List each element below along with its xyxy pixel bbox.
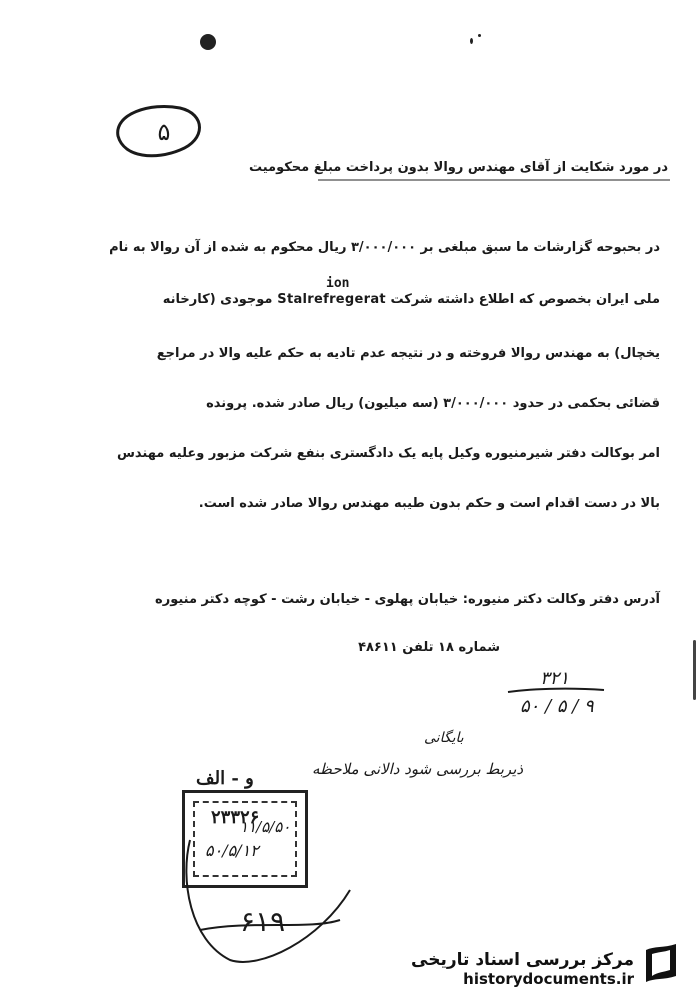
subject-line: در مورد شکایت از آقای مهندس روالا بدون پرداخت مبلغ محکومیت [248,160,668,175]
subject-underline [318,178,670,182]
archive-name: مرکز بررسی اسناد تاریخی [411,950,634,970]
stamp-side-date: ۱۱/۵/۵۰ [240,818,291,836]
handwritten-underline [506,686,606,694]
page-number: ۵ [157,118,171,146]
stamp-date: ۵۰/۵/۱۲ [205,841,259,860]
scan-speck [200,34,216,50]
body-line-5: امر بوکالت دفتر شیرمنیوره وکیل پایه یک دادگستری بنفع شرکت مزبور وعلیه مهندس [116,446,660,461]
handwritten-date: ۹ / ۵ / ۵۰ [520,696,594,717]
body-line-4: قضائی بحکمی در حدود ۳/۰۰۰/۰۰۰ (سه میلیون) ریال صادر شده. پرونده [206,396,660,411]
archive-url: historydocuments.ir [463,970,634,988]
scan-speck [478,34,481,37]
handwritten-note: ذیربط بررسی شود دالانی ملاحظه [312,760,524,778]
scan-speck [693,640,696,700]
body-line-1: در بحبوحه گزارشات ما سبق مبلغی بر ۳/۰۰۰/۰۰۰ ریال محکوم به شده از آن روالا به نام [109,240,660,255]
scan-speck [470,38,473,44]
body-line-2: ملی ایران بخصوص که اطلاع داشته شرکت Stalrefregerat موجودی (کارخانه [162,292,660,307]
phone-line: شماره ۱۸ تلفن ۴۸۶۱۱ [358,640,500,655]
archive-watermark [411,950,680,988]
page-number-oval [110,100,210,162]
stamp-header: و - الف [196,768,254,789]
body-line-3: یخچال) به مهندس روالا فروخته و در نتیجه عدم تادیه به حکم علیه والا در مراجع [156,346,660,361]
handwritten-number: ۳۲۱ [540,668,570,689]
body-line-6: بالا در دست اقدام است و حکم بدون طیبه مهندس روالا صادر شده است. [198,496,660,511]
stamp-number: ۲۳۳۲۶ [211,807,260,828]
handwritten-stroke [170,820,370,970]
handwritten-note-small: بایگانی [424,730,464,746]
correction-word: ion [326,276,350,291]
archive-book-logo-icon [642,942,680,986]
address-line: آدرس دفتر وکالت دکتر منیوره: خیابان پهلوی - خیابان رشت - کوچه دکتر منیوره [155,592,660,607]
handwritten-file-number: ۶۱۹ [240,905,286,938]
